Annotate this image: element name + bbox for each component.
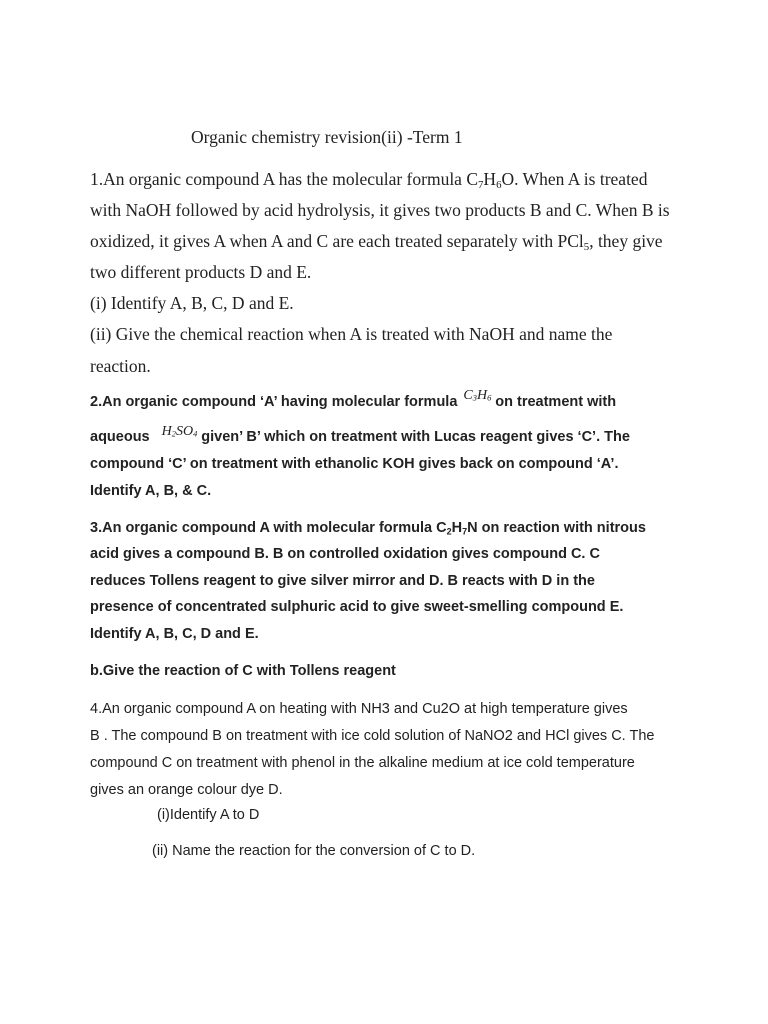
q2-text: aqueous [90, 429, 150, 445]
formula-part: H [161, 424, 172, 439]
q1-text: O. When A is treated [501, 169, 648, 189]
q3-line-5: Identify A, B, C, D and E. [90, 626, 259, 642]
q2-line-4: Identify A, B, & C. [90, 483, 212, 499]
q1-line-4: two different products D and E. [90, 262, 312, 282]
q2-line-1 [90, 388, 617, 411]
q1-line-1 [90, 169, 647, 190]
subscript: 6 [487, 393, 492, 403]
subscript: 2 [171, 429, 176, 439]
q3-line-1 [90, 520, 646, 536]
q1-line-3 [90, 231, 663, 252]
q4-line-1: 4.An organic compound A on heating with NH3 and Cu2O at high temperature gives [90, 701, 628, 717]
q2-line-2 [90, 424, 630, 446]
subscript: 4 [193, 429, 198, 439]
q4-line-4: gives an orange colour dye D. [90, 782, 283, 798]
q3-text: N on reaction with nitrous [467, 520, 646, 536]
q1-text: H [483, 169, 497, 189]
subscript: 3 [472, 393, 477, 403]
q3-line-4: presence of concentrated sulphuric acid to give sweet-smelling compound E. [90, 599, 624, 615]
formula-part: H [476, 388, 488, 403]
q4-line-2: B . The compound B on treatment with ice cold solution of NaNO2 and HCl gives C. The [90, 728, 655, 744]
subscript: 7 [462, 526, 468, 537]
q3-part-b: b.Give the reaction of C with Tollens reagent [90, 663, 396, 679]
q1-line-7: reaction. [90, 356, 151, 376]
q4-part-ii: (ii) Name the reaction for the conversion of C to D. [152, 843, 476, 859]
page-title: Organic chemistry revision(ii) -Term 1 [191, 127, 463, 147]
q1-line-2: with NaOH followed by acid hydrolysis, it gives two products B and C. When B is [90, 200, 670, 220]
subscript: 2 [446, 526, 452, 537]
q3-line-3: reduces Tollens reagent to give silver mirror and D. B reacts with D in the [90, 573, 595, 589]
formula-part: C [463, 388, 473, 403]
formula-h2so4 [162, 424, 198, 440]
q4-line-3: compound C on treatment with phenol in the alkaline medium at ice cold temperature [90, 755, 635, 771]
subscript: 5 [583, 241, 590, 254]
q1-part-ii: (ii) Give the chemical reaction when A is treated with NaOH and name the [90, 324, 613, 344]
q3-text: H [451, 520, 463, 536]
q2-text: 2.An organic compound ‘A’ having molecular formula [90, 394, 458, 410]
formula-c3h6 [463, 388, 491, 404]
q1-text: , they give [589, 231, 663, 251]
q4-part-i: (i)Identify A to D [157, 807, 260, 823]
q2-text: given’ B’ which on treatment with Lucas reagent gives ‘C’. The [201, 429, 630, 445]
subscript: 7 [478, 179, 484, 192]
q1-text: 1.An organic compound A has the molecular formula C [90, 169, 478, 189]
q2-line-3: compound ‘C’ on treatment with ethanolic KOH gives back on compound ‘A’. [90, 456, 619, 472]
q1-part-i: (i) Identify A, B, C, D and E. [90, 293, 294, 313]
q3-line-2: acid gives a compound B. B on controlled oxidation gives compound C. C [90, 546, 600, 562]
formula-part: SO [175, 424, 194, 439]
subscript: 6 [496, 179, 502, 192]
q1-text: oxidized, it gives A when A and C are each treated separately with PCl [90, 231, 584, 251]
q2-text: on treatment with [495, 394, 617, 410]
q3-text: 3.An organic compound A with molecular formula C [90, 520, 447, 536]
